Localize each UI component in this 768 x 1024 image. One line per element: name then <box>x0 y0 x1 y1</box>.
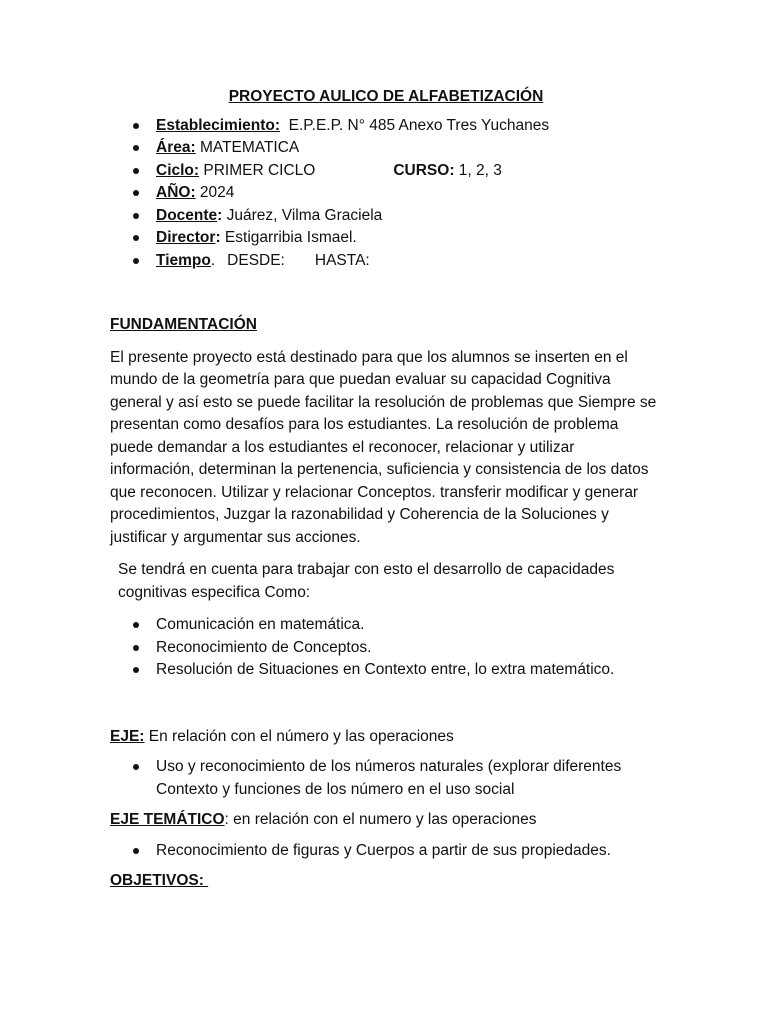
director-value: Estigarribia Ismael. <box>224 229 357 246</box>
tiempo-label: Tiempo <box>156 251 211 269</box>
desde-label: DESDE: <box>227 251 285 269</box>
info-item-docente <box>110 205 662 228</box>
document-title: PROYECTO AULICO DE ALFABETIZACIÓN <box>228 88 544 105</box>
hasta-label: HASTA: <box>314 251 370 269</box>
info-item-director <box>110 227 662 250</box>
curso-value: 1, 2, 3 <box>458 161 502 179</box>
eje-tematico-line <box>110 809 662 832</box>
info-item-anio <box>110 182 662 205</box>
eje-tematico-list <box>110 840 662 863</box>
docente-value: Juárez, Vilma Graciela <box>226 206 383 224</box>
ciclo-label: Ciclo: <box>156 161 200 179</box>
list-item: Resolución de Situaciones en Contexto entre, lo extra matemático. <box>110 659 662 682</box>
info-list <box>110 115 662 273</box>
list-item: Reconocimiento de figuras y Cuerpos a partir de sus propiedades. <box>110 840 662 863</box>
establecimiento-value: E.P.E.P. N° 485 Anexo Tres Yuchanes <box>288 116 550 134</box>
eje-label: EJE: <box>110 727 145 745</box>
document-page <box>110 86 662 893</box>
ciclo-value: PRIMER CICLO <box>203 161 316 179</box>
tiempo-dot: . <box>210 251 216 269</box>
list-item: Reconocimiento de Conceptos. <box>110 637 662 660</box>
establecimiento-label: Establecimiento: <box>156 116 281 134</box>
anio-label: AÑO: <box>156 184 196 201</box>
fundamentacion-paragraph: El presente proyecto está destinado para que los alumnos se inserten en el mundo de la geometría para que puedan evaluar su capacidad Cognitiva general y así esto se puede facilitar la resolución de problemas que Siempre se presentan como desafíos para los estudiantes. La resolución de problema puede demandar a los estudiantes el reconocer, relacionar y utilizar información, determinan la pertenencia, suficiencia y consistencia de los datos que reconocen. Utilizar y relacionar Conceptos. transferir modificar y generar procedimientos, Juzgar la razonabilidad y Coherencia de la Soluciones y justificar y argumentar sus acciones. <box>110 348 657 546</box>
director-label: Director <box>156 229 216 246</box>
info-item-ciclo <box>110 160 662 183</box>
anio-value: 2024 <box>199 184 235 201</box>
curso-label: CURSO: <box>393 161 455 179</box>
docente-label: Docente <box>156 206 218 224</box>
list-item: Uso y reconocimiento de los números naturales (explorar diferentes Contexto y funciones de los número en el uso social <box>110 756 662 801</box>
eje-tematico-label: EJE TEMÁTICO <box>110 811 225 828</box>
eje-line <box>110 726 662 749</box>
capacidades-list <box>110 614 662 682</box>
objetivos-heading: OBJETIVOS: <box>110 872 209 889</box>
eje-tematico-text: : en relación con el numero y las operaciones <box>224 811 537 828</box>
info-item-area <box>110 137 662 160</box>
list-item: Comunicación en matemática. <box>110 614 662 637</box>
docente-colon: : <box>217 206 223 224</box>
eje-list <box>110 756 662 801</box>
eje-text: En relación con el número y las operaciones <box>148 727 454 745</box>
info-item-establecimiento <box>110 115 662 138</box>
area-label: Área: <box>156 139 196 156</box>
fundamentacion-heading: FUNDAMENTACIÓN <box>110 316 257 333</box>
capacidades-intro: Se tendrá en cuenta para trabajar con esto el desarrollo de capacidades cognitivas especifica Como: <box>118 561 615 601</box>
info-item-tiempo <box>110 250 662 273</box>
director-colon: : <box>215 229 221 246</box>
area-value: MATEMATICA <box>199 139 300 156</box>
